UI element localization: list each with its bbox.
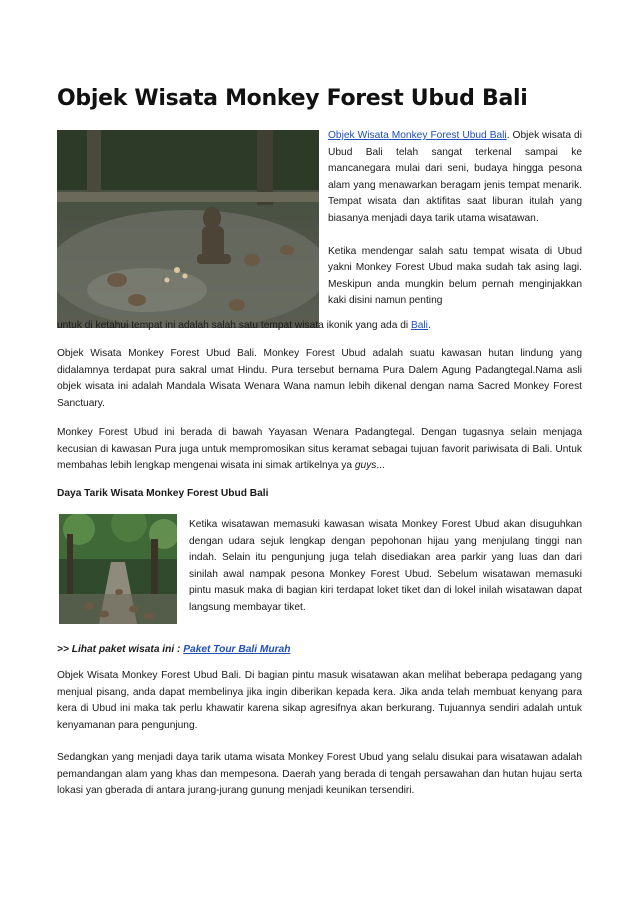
tour-package-link[interactable]: Paket Tour Bali Murah	[183, 644, 291, 655]
see-also-prefix: >> Lihat paket wisata ini :	[57, 644, 184, 655]
intro-column	[328, 128, 582, 310]
monkey-feeding-illustration	[57, 130, 319, 328]
paragraph-5-text: Ketika wisatawan memasuki kawasan wisata Monkey Forest Ubud akan disuguhkan dengan udara sejuk lengkap dengan pepohonan hijau yang menjulang tinggi nan indah. Selain itu pengunjung juga telah disediakan area parkir yang luas dan dari sinilah awal nampak pesona Monkey Forest Ubud. Sebelum wisatawan memasuki pintu masuk maka di bagian kiri terdapat loket tiket dan di lokel inilah wisatawan dapat langsung membayar tiket.	[189, 519, 582, 613]
paragraph-6-text: Objek Wisata Monkey Forest Ubud Bali. Di bagian pintu masuk wisatawan akan melihat beberapa pedagang yang menjual pisang, anda dapat membelinya jika ingin diberikan kepada kera. Jika anda telah membuat kenyang para kera di Ubud ini maka tak perlu khawatir karena sikap agresifnya akan berkurang. Tujuannya sendiri adalah untuk kenyamanan para pengunjung.	[57, 670, 582, 731]
paragraph-3-text: Objek Wisata Monkey Forest Ubud Bali. Monkey Forest Ubud adalah suatu kawasan hutan lindung yang didalamnya terdapat pura sakral umat Hindu. Pura tersebut bernama Pura Dalem Agung Padangtegal.Nama asli objek wisata ini adalah Mandala Wisata Wenara Wana namun lebih dikenal dengan nama Sacred Monkey Forest Sanctuary.	[57, 348, 582, 409]
paragraph-4-text: Monkey Forest Ubud ini berada di bawah Yayasan Wenara Padangtegal. Dengan tugasnya selain menjaga kecusian di kawasan Pura juga untuk mempromosikan situs keramat sebagai tujuan favorit pariwisata di Bali. Untuk membahas lebih lengkap mengenai wisata ini simak artikelnya ya	[57, 427, 582, 472]
paragraph-7-text: Sedangkan yang menjadi daya tarik utama wisata Monkey Forest Ubud yang selalu disukai para wisatawan adalah pemandangan alam yang khas dan mempesona. Daerah yang berada di tengah persawahan dan hutan hujau serta lokasi yan gberada di antara jurang-jurang gunung menjadi keunikan tersendiri.	[57, 752, 582, 797]
bali-link[interactable]: Bali	[410, 320, 428, 331]
forest-path-illustration	[59, 514, 177, 624]
page-title: Objek Wisata Monkey Forest Ubud Bali	[57, 86, 528, 111]
intro-continuation-end: .	[427, 320, 431, 331]
paragraph-4-italic: guys	[354, 460, 377, 472]
intro-continuation	[57, 318, 582, 335]
paragraph-4-end: ...	[376, 460, 385, 472]
document-page	[57, 0, 582, 903]
paragraph-6	[57, 668, 582, 734]
intro-text: . Objek wisata di Ubud Bali telah sangat terkenal sampai ke mancanegara mulai dari seni, budaya hingga pesona alam yang menawarkan beragam jenis tempat menarik. Tempat wisata dan aktifitas saat liburan itulah yang biasanya menjadi daya tarik utama wisatawan.	[328, 130, 582, 224]
section-heading: Daya Tarik Wisata Monkey Forest Ubud Bali	[57, 488, 269, 499]
attraction-column	[189, 517, 582, 617]
see-also-line	[57, 642, 290, 659]
paragraph-3	[57, 346, 582, 412]
paragraph-7	[57, 750, 582, 800]
title-link[interactable]: Objek Wisata Monkey Forest Ubud Bali	[328, 130, 507, 141]
monkey-feeding-photo	[57, 130, 319, 328]
intro-paragraph	[328, 128, 582, 228]
intro-paragraph-2: Ketika mendengar salah satu tempat wisata di Ubud yakni Monkey Forest Ubud maka sudah tak asing lagi. Meskipun anda mungkin belum pernah menginjakkan kaki disini namun penting	[328, 245, 582, 307]
intro-continuation-text: untuk di ketahui tempat ini adalah salah satu tempat wisata ikonik yang ada di	[57, 320, 411, 331]
forest-path-photo	[59, 514, 177, 624]
paragraph-4	[57, 425, 582, 475]
